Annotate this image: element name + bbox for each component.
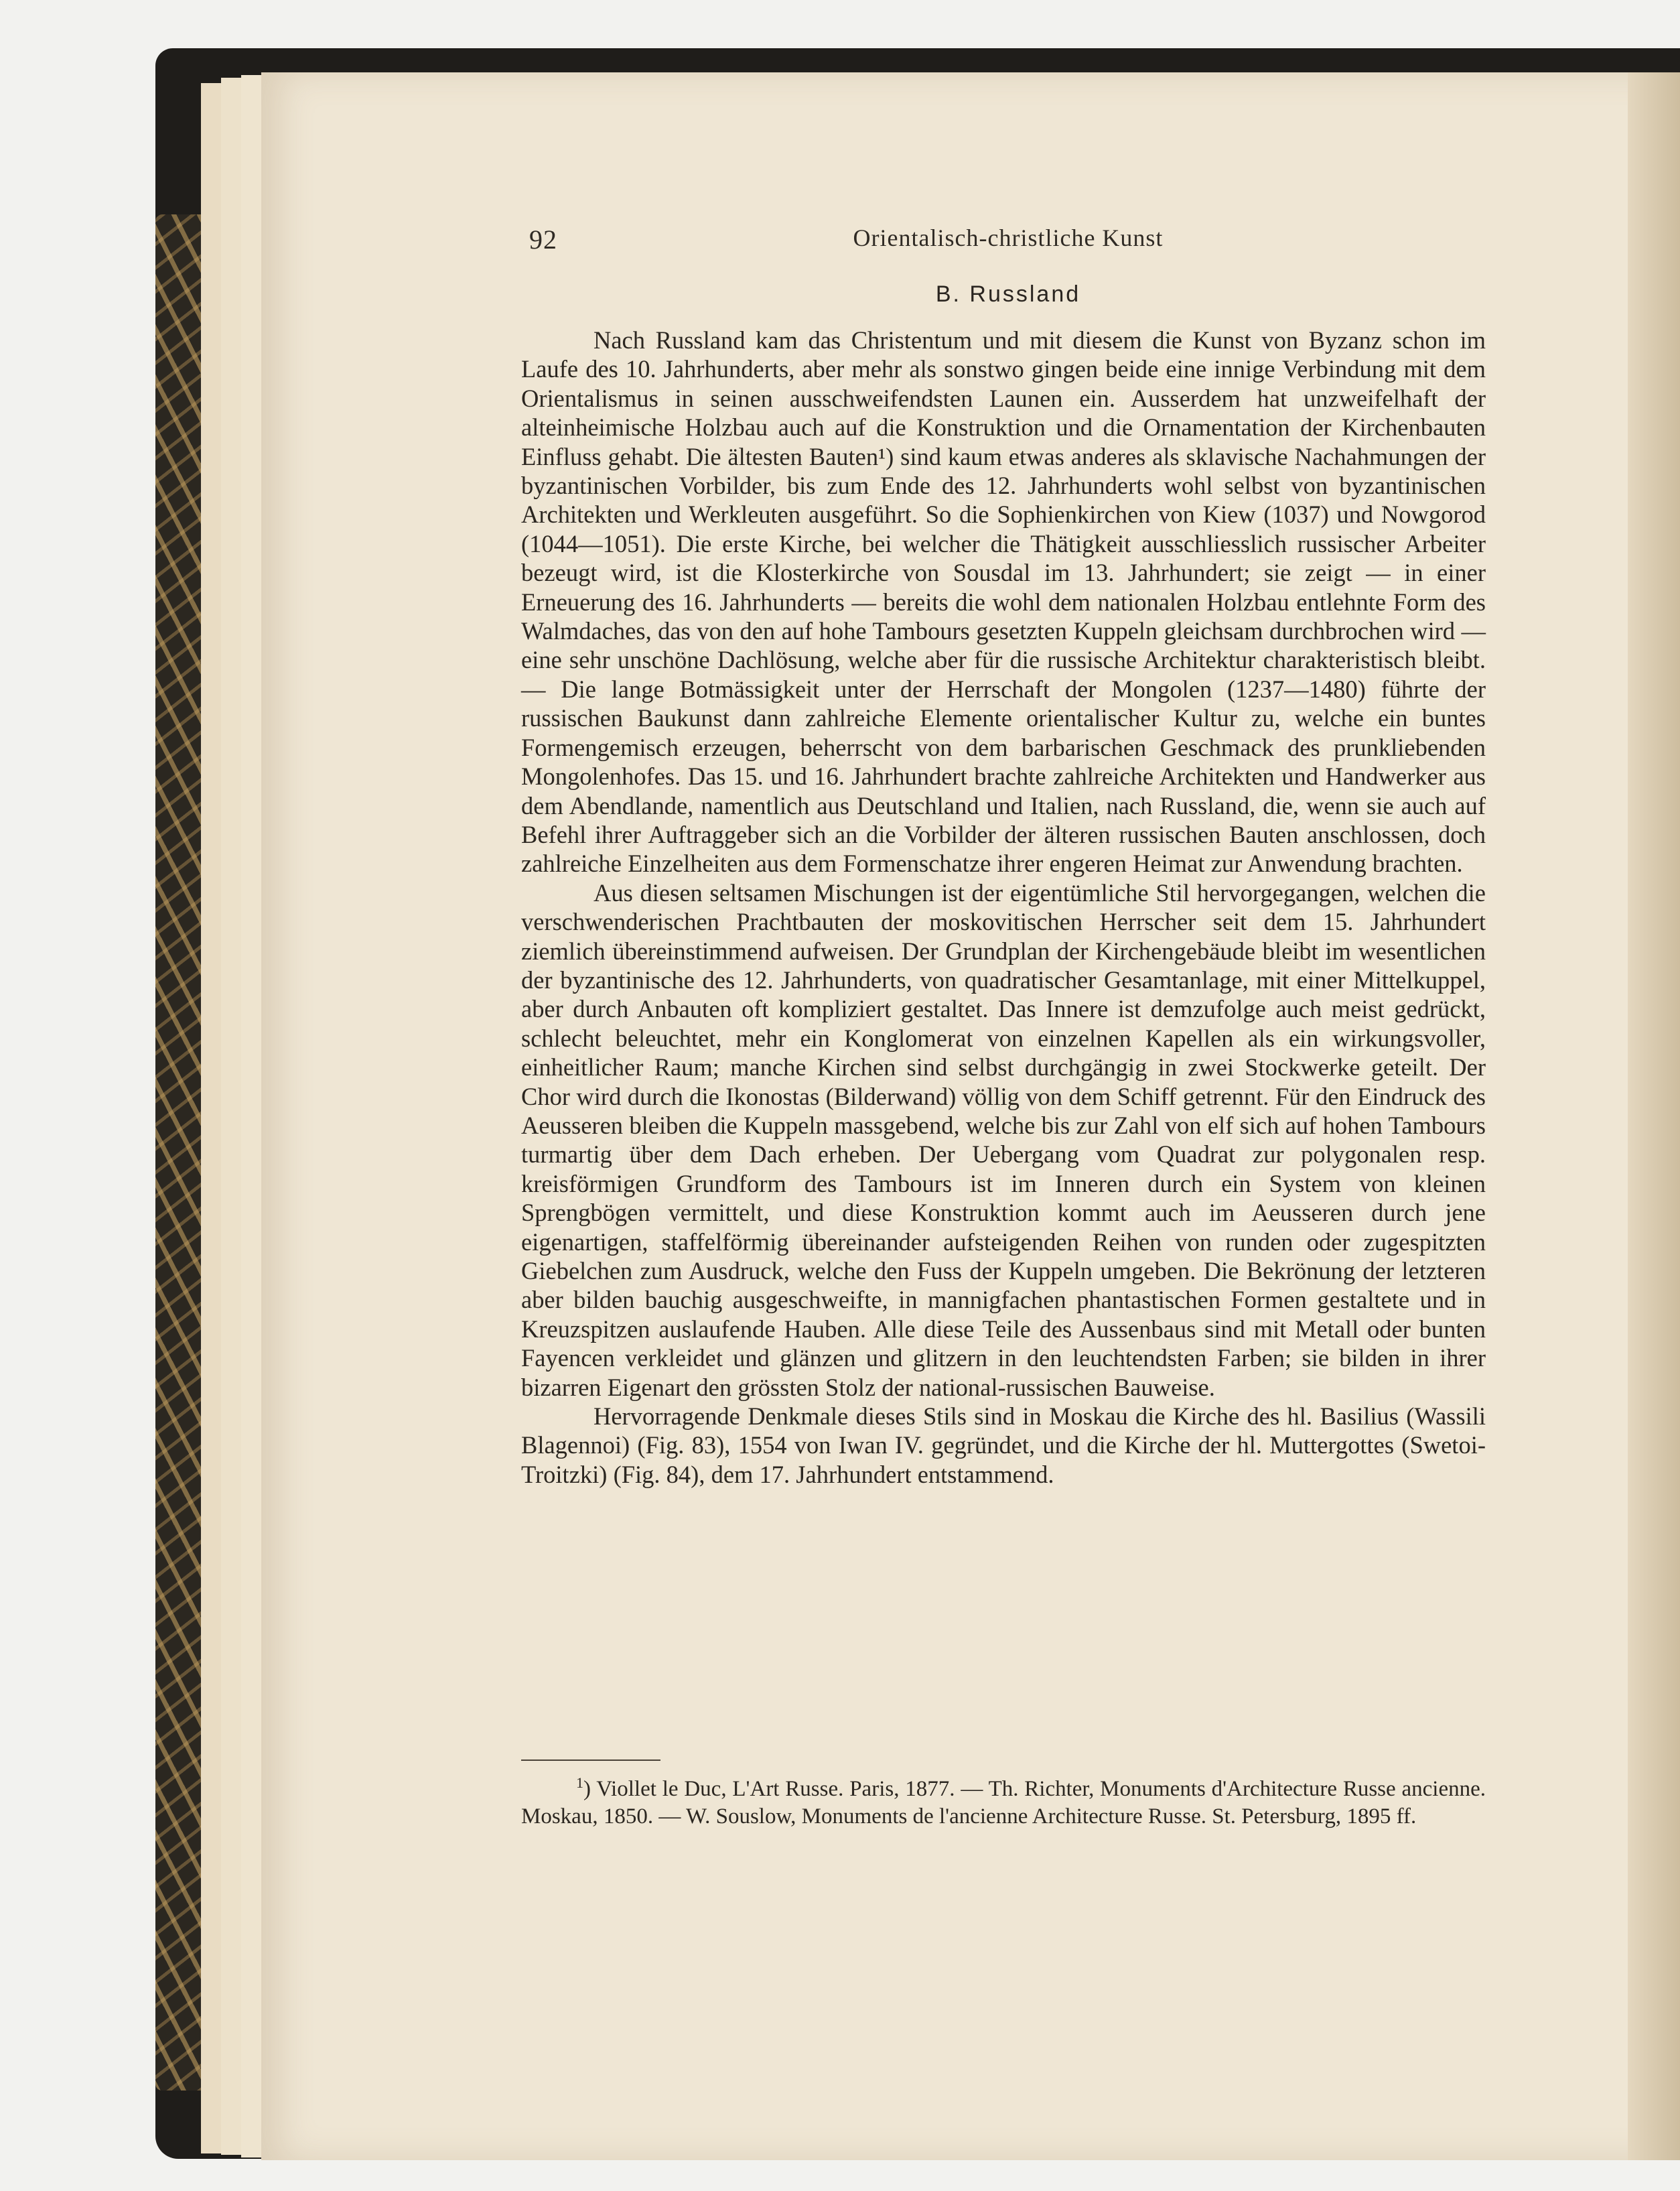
running-head xyxy=(529,224,1487,257)
footnote-text: ) Viollet le Duc, L'Art Russe. Paris, 1877. — Th. Richter, Monuments d'Architecture Russe ancienne. Moskau, 1850. — W. Souslow, Monuments de l'ancienne Architecture Russe. St. Petersburg, 1895 ff. xyxy=(521,1777,1486,1829)
paragraph: Nach Russland kam das Christentum und mit diesem die Kunst von Byzanz schon im Laufe des 10. Jahrhunderts, aber mehr als sonstwo gingen beide eine innige Verbindung mit dem Orientalismus in seinen ausschweifendsten Launen ein. Ausserdem hat unzweifelhaft der alteinheimische Holzbau auch auf die Konstruktion und die Ornamentation der Kirchenbauten Einfluss gehabt. Die ältesten Bauten¹) sind kaum etwas anderes als sklavische Nachahmungen der byzantinischen Vorbilder, bis zum Ende des 12. Jahrhunderts wohl selbst von byzantinischen Architekten und Werkleuten ausgeführt. So die Sophienkirchen von Kiew (1037) und Nowgorod (1044—1051). Die erste Kirche, bei welcher die Thätigkeit ausschliesslich russischer Arbeiter bezeugt wird, ist die Klosterkirche von Sousdal im 13. Jahrhundert; sie zeigt — in einer Erneuerung des 16. Jahrhunderts — bereits die wohl dem nationalen Holzbau entlehnte Form des Walmdaches, das von den auf hohe Tambours gesetzten Kuppeln gleichsam durchbrochen wird — eine sehr unschöne Dachlösung, welche aber für die russische Architektur charakteristisch bleibt. — Die lange Botmässigkeit unter der Herrschaft der Mongolen (1237—1480) führte der russischen Baukunst dann zahlreiche Elemente orientalischer Kultur zu, welche ein buntes Formengemisch erzeugen, beherrscht von dem barbarischen Geschmack des prunkliebenden Mongolenhofes. Das 15. und 16. Jahrhundert brachte zahlreiche Architekten und Handwerker aus dem Abendlande, namentlich aus Deutschland und Italien, nach Russland, die, wenn sie auch auf Befehl ihrer Auftraggeber sich an die Vorbilder der älteren russischen Bauten anschlossen, doch zahlreiche Einzelheiten aus dem Formenschatze ihrer engeren Heimat zur Anwendung brachten. xyxy=(521,326,1486,878)
running-title: Orientalisch-christliche Kunst xyxy=(853,224,1164,251)
body-text xyxy=(521,326,1486,1489)
paragraph: Aus diesen seltsamen Mischungen ist der eigentümliche Stil hervorgegangen, welchen die verschwenderischen Prachtbauten der moskovitischen Herrscher seit dem 15. Jahrhundert ziemlich übereinstimmend aufweisen. Der Grundplan der Kirchengebäude bleibt im wesentlichen der byzantinische des 12. Jahrhunderts, von quadratischer Gesamtanlage, mit einer Mittelkuppel, aber durch Anbauten oft kompliziert gestaltet. Das Innere ist demzufolge auch meist gedrückt, schlecht beleuchtet, mehr ein Konglomerat von einzelnen Kapellen als ein wirkungsvoller, einheitlicher Raum; manche Kirchen sind selbst durchgängig in zwei Stockwerke geteilt. Der Chor wird durch die Ikonostas (Bilderwand) völlig von dem Schiff getrennt. Für den Eindruck des Aeusseren bleiben die Kuppeln massgebend, welche bis zur Zahl von elf sich auf hohen Tambours turmartig über dem Dach erheben. Der Uebergang vom Quadrat zur polygonalen resp. kreisförmigen Grundform des Tambours ist im Inneren durch ein System von kleinen Sprengbögen vermittelt, und diese Konstruktion kommt auch im Aeusseren durch jene eigenartigen, staffelförmig übereinander aufsteigenden Reihen von runden oder zugespitzten Giebelchen zum Ausdruck, welche den Fuss der Kuppeln umgeben. Die Bekrönung der letzteren aber bilden bauchig ausgeschweifte, in mannigfachen phantastischen Formen gestaltete und in Kreuzspitzen auslaufende Hauben. Alle diese Teile des Aussenbaus sind mit Metall oder bunten Fayencen verkleidet und glänzen und glitzern in den leuchtendsten Farben; sie bilden in ihrer bizarren Eigenart den grössten Stolz der national-russischen Bauweise. xyxy=(521,878,1486,1401)
marbled-cover-edge xyxy=(155,214,202,2090)
footnote-paragraph xyxy=(521,1769,1486,1831)
footnote-marker: 1 xyxy=(576,1774,583,1791)
paragraph: Hervorragende Denkmale dieses Stils sind in Moskau die Kirche des hl. Basilius (Wassili Blagennoi) (Fig. 83), 1554 von Iwan IV. gegründet, und die Kirche der hl. Muttergottes (Swetoi-Troitzki) (Fig. 84), dem 17. Jahrhundert entstammend. xyxy=(521,1402,1486,1488)
section-heading: B. Russland xyxy=(935,281,1081,307)
footnote-rule xyxy=(521,1760,660,1761)
page-number: 92 xyxy=(529,224,557,255)
footnote xyxy=(521,1769,1486,1831)
page-gutter xyxy=(1628,72,1680,2160)
